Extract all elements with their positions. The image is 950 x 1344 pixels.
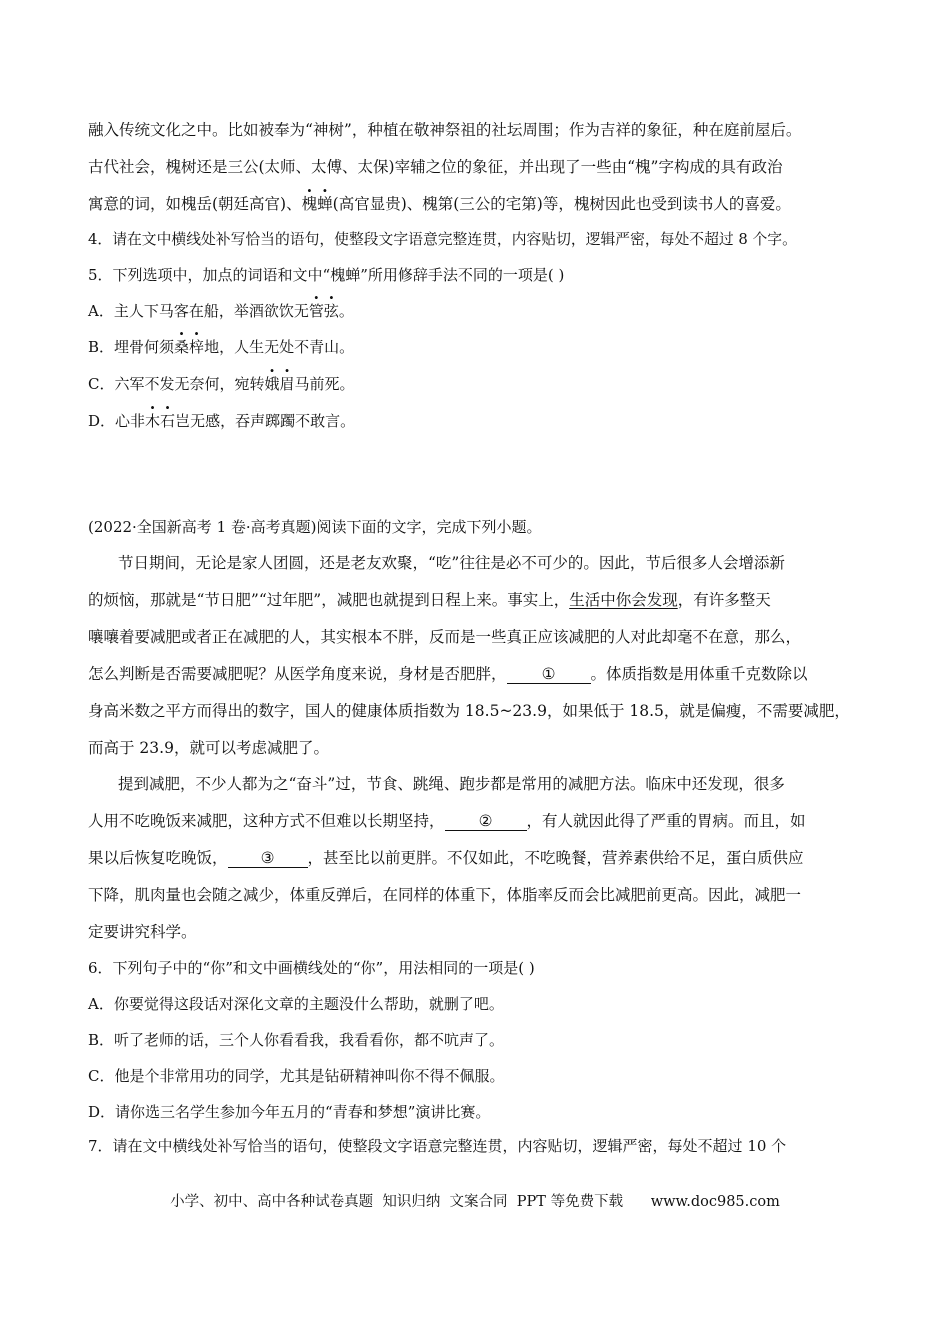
question-5-option-c: [88, 374, 355, 394]
text-segment: 地，人生无处不青山。: [204, 338, 355, 356]
passage2-p1-line-1: 节日期间，无论是家人团圆，还是老友欢聚，“吃”往往是必不可少的。因此，节后很多人会增添新: [118, 554, 785, 572]
question-5-stem: 5．下列选项中，加点的词语和文中“槐蝉”所用修辞手法不同的一项是( ): [88, 266, 565, 284]
dotted-char: 桑: [174, 338, 190, 356]
text-segment: A．主人下马客在船，举酒欲饮无: [88, 302, 309, 320]
question-4: 4．请在文中横线处补写恰当的语句，使整段文字语意完整连贯，内容贴切，逻辑严密，每处不超过 8 个字。: [88, 231, 797, 248]
text-segment: ，有许多整天: [677, 591, 771, 609]
dotted-word: [302, 195, 333, 213]
passage1-line-2: 古代社会，槐树还是三公(太师、太傅、太保)宰辅之位的象征，并出现了一些由“槐”字构成的具有政治: [88, 158, 783, 176]
question-5-option-b: [88, 337, 354, 357]
text-segment: (高官显贵)、槐第(三公的宅第)等，槐树因此也受到读书人的喜爱。: [332, 195, 791, 213]
dotted-char: 石: [160, 412, 176, 430]
answer-blank-1[interactable]: ①: [507, 666, 591, 684]
text-segment: 。体质指数是用体重千克数除以: [590, 665, 808, 683]
text-segment: B．埋骨何须: [88, 338, 175, 356]
passage2-p2-line-2: [88, 811, 806, 831]
question-6-option-b: B．听了老师的话，三个人你看看我，我看看你，都不吭声了。: [88, 1031, 505, 1049]
answer-blank-3[interactable]: ③: [228, 850, 308, 868]
passage2-source: (2022·全国新高考 1 卷·高考真题)阅读下面的文字，完成下列小题。: [88, 518, 542, 536]
question-6-stem: 6．下列句子中的“你”和文中画横线处的“你”，用法相同的一项是( ): [88, 959, 535, 977]
text-segment: ，有人就因此得了严重的胃病。而且，如: [526, 812, 806, 830]
text-segment: C．六军不发无奈何，宛转: [88, 375, 265, 393]
dotted-char: 木: [145, 412, 161, 430]
question-7: 7．请在文中横线处补写恰当的语句，使整段文字语意完整连贯，内容贴切，逻辑严密，每处不超过 10 个: [88, 1137, 787, 1155]
text-segment: 人用不吃晚饭来减肥，这种方式不但难以长期坚持，: [88, 812, 445, 830]
passage2-p2-line-1: 提到减肥，不少人都为之“奋斗”过，节食、跳绳、跑步都是常用的减肥方法。临床中还发现，很多: [118, 775, 785, 793]
dotted-word: [174, 338, 204, 356]
dotted-char: 娥: [264, 375, 280, 393]
question-6-option-c: C．他是个非常用功的同学，尤其是钻研精神叫你不得不佩服。: [88, 1067, 505, 1085]
dotted-char: 槐: [301, 195, 318, 213]
dotted-char: 梓: [189, 338, 205, 356]
passage2-p1-line-5: 身高米数之平方而得出的数字，国人的健康体质指数为 18.5~23.9，如果低于 18.5，就是偏瘦，不需要减肥，: [88, 702, 850, 720]
passage2-p1-line-3: 嚷嚷着要减肥或者正在减肥的人，其实根本不胖，反而是一些真正应该减肥的人对此却毫不在意，那么，: [88, 628, 802, 646]
dotted-word: [145, 412, 175, 430]
question-6-option-a: A．你要觉得这段话对深化文章的主题没什么帮助，就删了吧。: [88, 995, 504, 1013]
passage2-p2-line-4: 下降，肌肉量也会随之减少，体重反弹后，在同样的体重下，体脂率反而会比减肥前更高。因此，减肥一: [88, 886, 802, 904]
text-segment: 果以后恢复吃晚饭，: [88, 849, 228, 867]
passage2-p1-line-2: [88, 590, 771, 610]
passage2-p2-line-3: [88, 848, 804, 868]
text-segment: D．心非: [88, 412, 146, 430]
text-segment: 。: [338, 302, 354, 320]
question-6-option-d: D．请你选三名学生参加今年五月的“青春和梦想”演讲比赛。: [88, 1103, 491, 1121]
dotted-char: 蝉: [317, 195, 333, 213]
passage2-p1-line-6: 而高于 23.9，就可以考虑减肥了。: [88, 739, 329, 757]
question-5-option-a: [88, 301, 354, 321]
text-segment: ，甚至比以前更胖。不仅如此，不吃晚餐，营养素供给不足，蛋白质供应: [307, 849, 804, 867]
text-segment: 寓意的词，如槐岳(朝廷高官)、: [88, 195, 302, 213]
passage2-p2-line-5: 定要讲究科学。: [88, 923, 197, 941]
passage2-p1-line-4: [88, 664, 808, 684]
dotted-word: [264, 375, 294, 393]
text-segment: 岂无感，吞声踯躅不敢言。: [175, 412, 356, 430]
underlined-phrase: 生活中你会发现: [569, 591, 678, 609]
dotted-char: 弦: [323, 302, 339, 320]
dotted-word: [309, 302, 339, 320]
question-5-option-d: [88, 411, 355, 431]
page-footer: 小学、初中、高中各种试卷真题 知识归纳 文案合同 PPT 等免费下载 www.doc985.com: [170, 1194, 780, 1210]
text-segment: 怎么判断是否需要减肥呢？从医学角度来说，身材是否肥胖，: [88, 665, 507, 683]
dotted-char: 眉: [279, 375, 295, 393]
text-segment: 的烦恼，那就是“节日肥”“过年肥”，减肥也就提到日程上来。事实上，: [88, 591, 570, 609]
passage1-line-1: 融入传统文化之中。比如被奉为“神树”，种植在敬神祭祖的社坛周围；作为吉祥的象征，种在庭前屋后。: [88, 121, 802, 139]
passage1-line-3: [88, 194, 791, 214]
text-segment: 马前死。: [294, 375, 355, 393]
answer-blank-2[interactable]: ②: [445, 813, 527, 831]
dotted-char: 管: [308, 302, 324, 320]
